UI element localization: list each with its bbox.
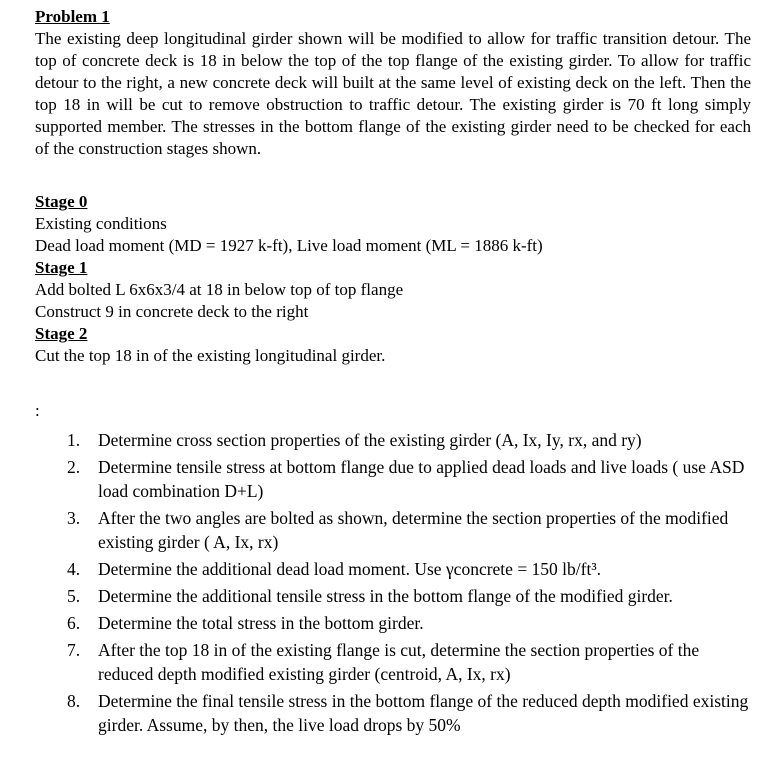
question-number: 5. [67,586,81,606]
colon-mark: : [35,401,40,420]
question-number: 3. [67,508,81,528]
stage-0-line: Dead load moment (MD = 1927 k-ft), Live load moment (ML = 1886 k-ft) [35,236,543,255]
question-text: Determine cross section properties of the existing girder (A, Ix, Iy, rx, and ry) [98,430,642,450]
stage-0-line: Existing conditions [35,214,167,233]
question-number: 1. [67,430,81,450]
question-number: 8. [67,691,81,711]
spacer [35,367,751,400]
problem-title: Problem 1 [35,7,110,26]
question-number: 7. [67,640,81,660]
stage-0-block [35,191,751,257]
stage-0-title: Stage 0 [35,192,88,211]
spacer [35,160,751,191]
question-item [35,455,755,503]
question-item [35,689,755,737]
stage-2-line: Cut the top 18 in of the existing longitudinal girder. [35,346,386,365]
stage-2-title: Stage 2 [35,324,88,343]
question-item [35,611,755,635]
question-text: Determine the additional tensile stress in the bottom flange of the modified girder. [98,586,673,606]
question-list [35,428,755,737]
question-number: 2. [67,457,81,477]
stage-1-block [35,257,751,323]
question-text: Determine the additional dead load moment. Use γconcrete = 150 lb/ft³. [98,559,601,579]
question-text: After the top 18 in of the existing flange is cut, determine the section properties of the reduced depth modified existing girder (centroid, A, Ix, rx) [98,640,700,684]
question-text: Determine tensile stress at bottom flange due to applied dead loads and live loads ( use ASD load combination D+L) [98,457,745,501]
stage-1-title: Stage 1 [35,258,88,277]
question-item [35,506,755,554]
question-item [35,584,755,608]
question-number: 4. [67,559,81,579]
question-number: 6. [67,613,81,633]
stage-2-block [35,323,751,367]
question-item [35,428,755,452]
stage-1-line: Construct 9 in concrete deck to the right [35,302,309,321]
document [35,6,751,740]
question-item [35,638,755,686]
stage-1-line: Add bolted L 6x6x3/4 at 18 in below top of top flange [35,280,404,299]
question-text: Determine the final tensile stress in the bottom flange of the reduced depth modified existing girder. Assume, by then, the live load drops by 50% [98,691,749,735]
problem-intro: The existing deep longitudinal girder shown will be modified to allow for traffic transition detour. The top of concrete deck is 18 in below the top of the top flange of the existing girder. To allow for traffic detour to the right, a new concrete deck will built at the same level of existing deck on the left. Then the top 18 in will be cut to remove obstruction to traffic detour. The existing girder is 70 ft long simply supported member. The stresses in the bottom flange of the existing girder need to be checked for each of the construction stages shown. [35,29,751,158]
question-item [35,557,755,581]
question-text: After the two angles are bolted as shown, determine the section properties of the modified existing girder ( A, Ix, rx) [98,508,729,552]
question-text: Determine the total stress in the bottom girder. [98,613,424,633]
